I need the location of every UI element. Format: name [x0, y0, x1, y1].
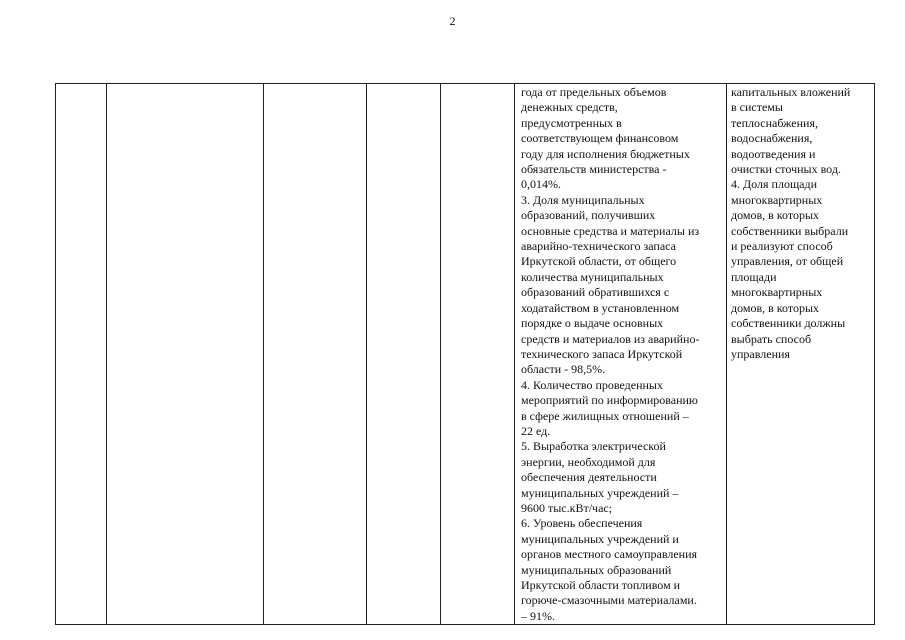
table-cell-empty-5	[441, 84, 515, 625]
targets-text: года от предельных объемов денежных средств, предусмотренных в соответствующем финансовом году для исполнения бюджетных обязательств министерства - 0,014%. 3. Доля муниципальных образований, получивших основные средства и материалы из аварийно-технического запаса Иркутской области, от общего количества муниципальных образований обратившихся с ходатайством в установленном порядке о выдаче основных средств и материалов из аварийно- технического запаса Иркутской области - 98,5%. 4. Количество проведенных мероприятий по информированию в сфере жилищных отношений – 22 ед. 5. Выработка электрической энергии, необходимой для обеспечения деятельности муниципальных учреждений – 9600 тыс.кВт/час; 6. Уровень обеспечения муниципальных учреждений и органов местного самоуправления муниципальных образований Иркутской области топливом и горюче-смазочными материалами. – 91%.	[521, 85, 700, 623]
page-number: 2	[449, 14, 456, 28]
table-row	[56, 84, 875, 625]
table-cell-empty-2	[107, 84, 264, 625]
table-cell-empty-1	[56, 84, 107, 625]
table-cell-empty-4	[367, 84, 441, 625]
table-cell-targets	[515, 84, 727, 625]
indicators-text: капитальных вложений в системы теплоснабжения, водоснабжения, водоотведения и очистки сточных вод. 4. Доля площади многоквартирных домов, в которых собственники выбрали и реализуют способ управления, от общей площади многоквартирных домов, в которых собственники должны выбрать способ управления	[731, 85, 851, 361]
table-cell-indicators	[727, 84, 875, 625]
program-table	[55, 83, 875, 625]
table-cell-empty-3	[264, 84, 367, 625]
